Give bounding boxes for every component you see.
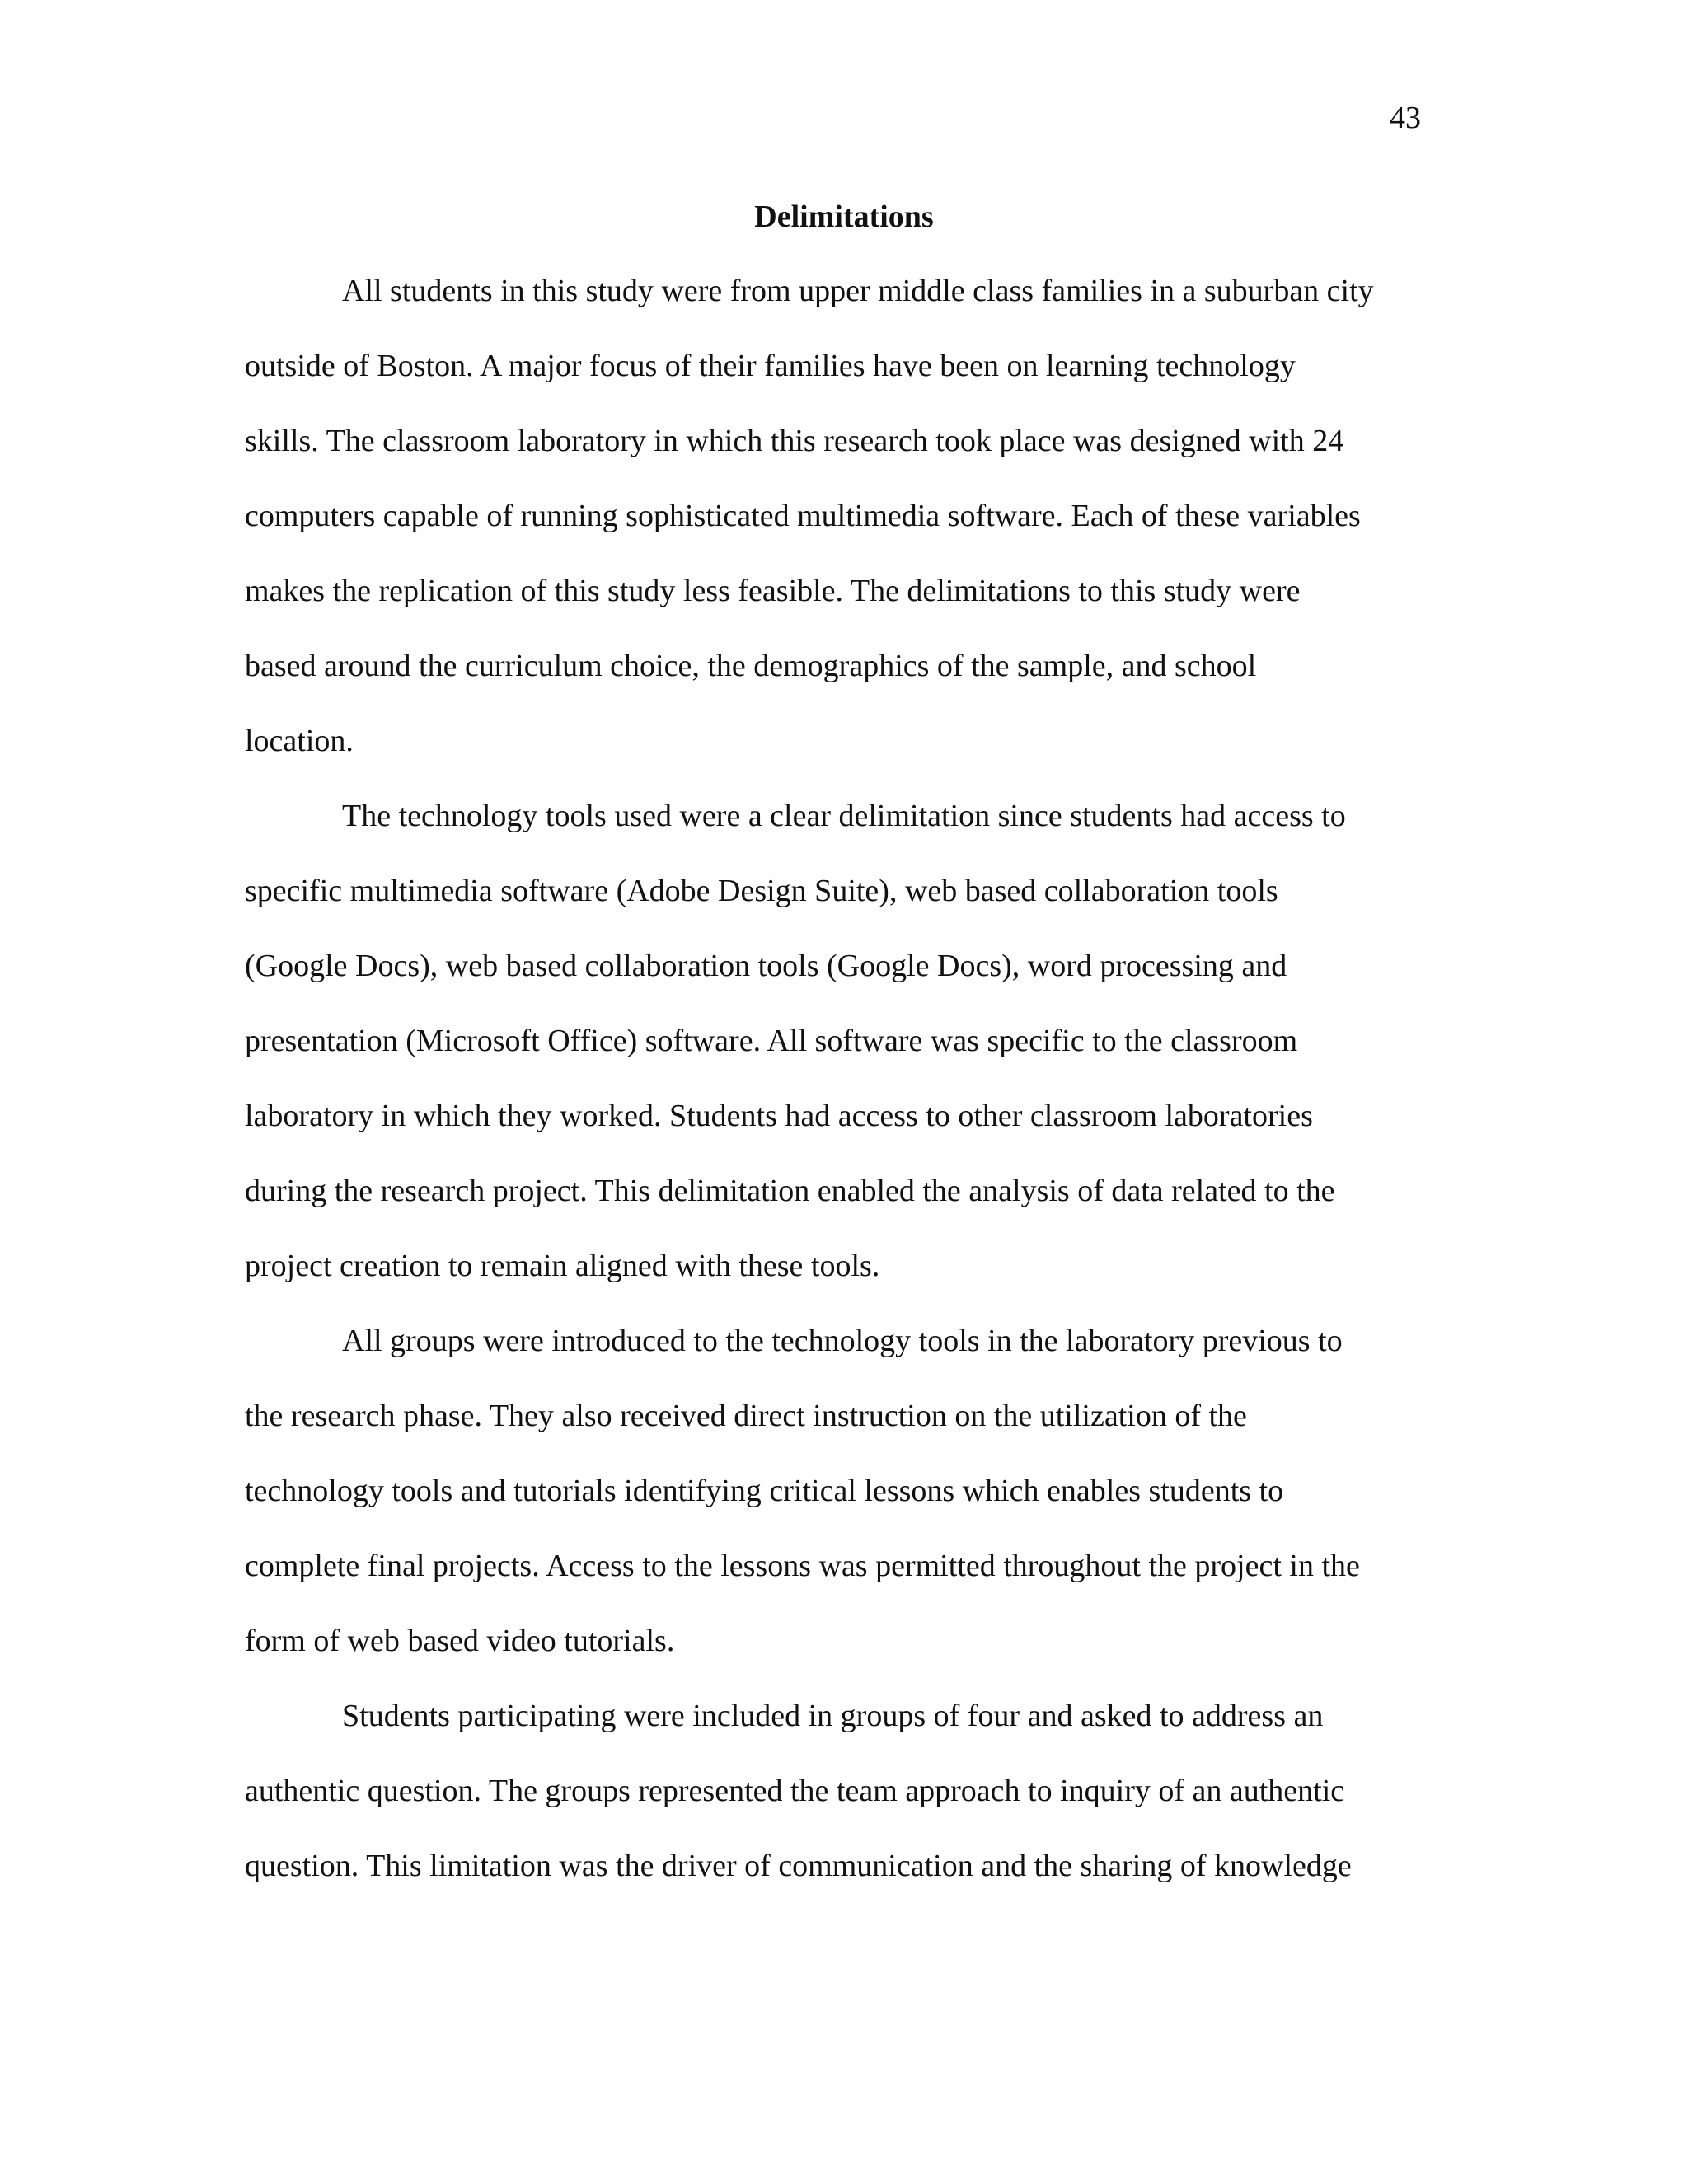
paragraph-3-line-1: All groups were introduced to the technology tools in the laboratory previous to <box>342 1324 1343 1358</box>
paragraph-2-line-5: laboratory in which they worked. Students had access to other classroom laboratories <box>245 1099 1313 1133</box>
paragraph-3-line-5: form of web based video tutorials. <box>245 1624 675 1658</box>
paragraph-2-line-1: The technology tools used were a clear delimitation since students had access to <box>342 799 1346 833</box>
paragraph-3-line-4: complete final projects. Access to the lessons was permitted throughout the project in the <box>245 1549 1360 1583</box>
paragraph-1-line-4: computers capable of running sophisticated multimedia software. Each of these variables <box>245 499 1361 533</box>
section-heading: Delimitations <box>754 199 934 234</box>
paragraph-4-line-3: question. This limitation was the driver of communication and the sharing of knowledge <box>245 1849 1352 1883</box>
paragraph-2-line-6: during the research project. This delimitation enabled the analysis of data related to the <box>245 1174 1335 1208</box>
paragraph-1-line-6: based around the curriculum choice, the demographics of the sample, and school <box>245 649 1257 683</box>
paragraph-1-line-2: outside of Boston. A major focus of their families have been on learning technology <box>245 349 1296 383</box>
paragraph-1-line-3: skills. The classroom laboratory in which this research took place was designed with 24 <box>245 424 1344 458</box>
page-number: 43 <box>1390 101 1421 135</box>
paragraph-2-line-7: project creation to remain aligned with these tools. <box>245 1249 880 1283</box>
paragraph-2-line-4: presentation (Microsoft Office) software. All software was specific to the classroom <box>245 1024 1298 1058</box>
paragraph-3-line-3: technology tools and tutorials identifying critical lessons which enables students to <box>245 1474 1284 1508</box>
paragraph-4-line-2: authentic question. The groups represented the team approach to inquiry of an authentic <box>245 1774 1345 1808</box>
paragraph-1-line-1: All students in this study were from upper middle class families in a suburban city <box>342 274 1374 308</box>
paragraph-3-line-2: the research phase. They also received direct instruction on the utilization of the <box>245 1399 1247 1433</box>
paragraph-2-line-3: (Google Docs), web based collaboration tools (Google Docs), word processing and <box>245 949 1287 983</box>
paragraph-1-line-7: location. <box>245 724 354 758</box>
paragraph-1-line-5: makes the replication of this study less feasible. The delimitations to this study were <box>245 574 1301 608</box>
paragraph-2-line-2: specific multimedia software (Adobe Design Suite), web based collaboration tools <box>245 874 1278 908</box>
paragraph-4-line-1: Students participating were included in groups of four and asked to address an <box>342 1699 1324 1733</box>
